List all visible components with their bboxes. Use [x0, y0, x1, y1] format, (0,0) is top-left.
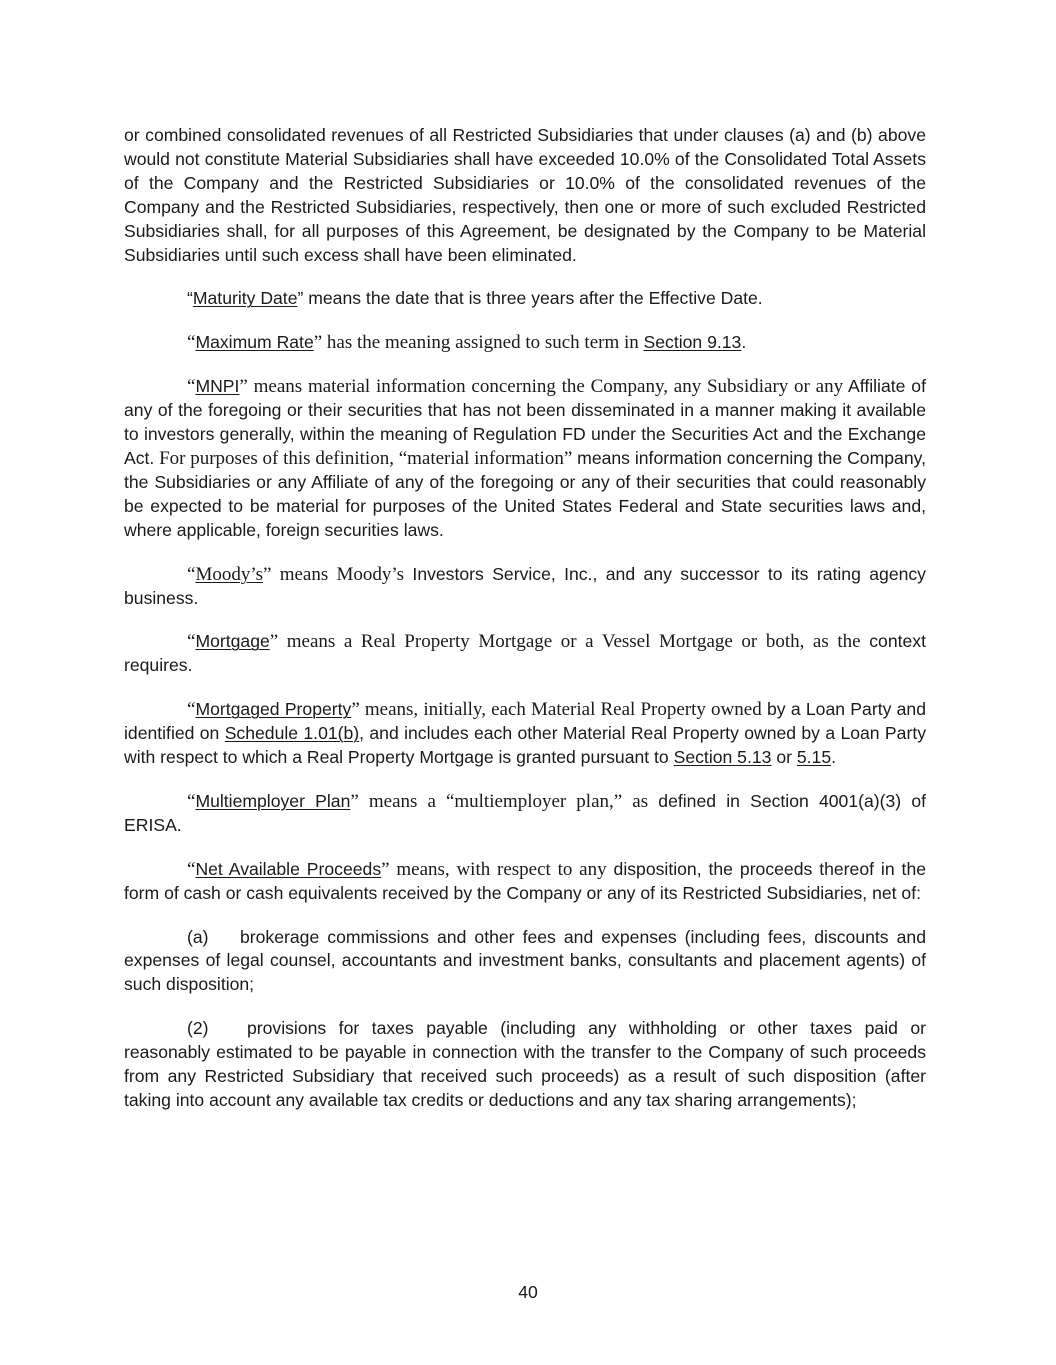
- defined-term-maturity-date: Maturity Date: [192, 288, 298, 309]
- defined-term-mortgage: Mortgage: [195, 631, 270, 652]
- definition-text-serif: ” means a “multiemployer plan,” as: [350, 790, 649, 812]
- defined-term-maximum-rate: Maximum Rate: [195, 332, 314, 353]
- list-item-a: [124, 926, 926, 998]
- definition-text-serif: ” means Moody’s: [263, 563, 405, 585]
- open-quote: “: [187, 563, 196, 585]
- document-page: [124, 124, 926, 1133]
- open-quote: “: [187, 790, 196, 812]
- defined-term-net-available-proceeds: Net Available Proceeds: [195, 858, 382, 879]
- open-quote: “: [187, 288, 193, 309]
- definition-moodys: [124, 563, 926, 611]
- list-item-label: (2): [187, 1018, 209, 1039]
- definition-text: defined in Section 4001(a)(3) of ERISA.: [124, 790, 926, 835]
- definition-text-2: , and includes each other Material Real Property owned by a Loan Party with respect to which a Real Property Mortgage is granted pursuant to: [124, 723, 926, 768]
- definition-text: Investors Service, Inc., and any successor to its rating agency business.: [124, 563, 926, 608]
- list-item-text: brokerage commissions and other fees and expenses (including fees, discounts and expenses of legal counsel, accountants and investment banks, consultants and placement agents) of such disposition;: [124, 926, 926, 995]
- definition-text-serif: ” means, with respect to any: [381, 858, 607, 880]
- section-reference-5-13: Section 5.13: [673, 747, 772, 768]
- section-reference-9-13: Section 9.13: [643, 332, 742, 353]
- list-item-2: [124, 1017, 926, 1113]
- defined-term-mortgaged-property: Mortgaged Property: [195, 699, 352, 720]
- section-reference-5-15: 5.15: [796, 747, 832, 768]
- definition-text: disposition, the proceeds thereof in the form of cash or cash equivalents received by the Company or any of its Restricted Subsidiaries, net of:: [124, 858, 927, 903]
- definition-net-available-proceeds: [124, 858, 926, 906]
- definition-text-sans-2: means information concerning the Company, the Subsidiaries or any Affiliate of any of the foregoing or any of their securities that could reasonably be expected to be material for purposes of the United States Federal and State securities laws and, where applicable, foreign securities laws.: [124, 447, 926, 540]
- list-item-text: provisions for taxes payable (including any withholding or other taxes paid or reasonably estimated to be payable in connection with the transfer to the Company of such proceeds from any Restricted Subsidiary that received such proceeds) as a result of such disposition (after taking into account any available tax credits or deductions and any tax sharing arrangements);: [124, 1018, 926, 1110]
- period: .: [831, 747, 836, 768]
- definition-multiemployer-plan: [124, 790, 926, 838]
- definition-text-1: by a Loan Party and identified on: [124, 699, 927, 744]
- defined-term-multiemployer-plan: Multiemployer Plan: [195, 790, 351, 811]
- open-quote: “: [187, 376, 196, 398]
- open-quote: “: [187, 858, 196, 880]
- page-number: 40: [518, 1282, 538, 1302]
- open-quote: “: [187, 699, 196, 721]
- open-quote: “: [187, 332, 196, 354]
- definition-text-3: or: [771, 747, 797, 768]
- list-item-label: (a): [187, 926, 209, 947]
- definition-mortgaged-property: [124, 698, 926, 770]
- defined-term-moodys: Moody’s: [195, 563, 264, 585]
- definition-text-serif-1: ” means material information concerning the Company, any Subsidiary or any: [239, 376, 844, 398]
- definition-text-serif: ” means, initially, each Material Real Property owned: [351, 699, 762, 721]
- open-quote: “: [187, 631, 196, 653]
- definition-text: ” has the meaning assigned to such term in: [313, 332, 644, 354]
- definition-text-serif: ” means a Real Property Mortgage or a Vessel Mortgage or both, as the: [269, 631, 861, 653]
- definition-text-serif-2: For purposes of this definition, “material information”: [154, 447, 573, 469]
- definition-text: context requires.: [124, 631, 926, 676]
- definition-mnpi: [124, 375, 926, 542]
- definition-maximum-rate: [124, 331, 926, 355]
- definition-text-sans-1: Affiliate of any of the foregoing or their securities that has not been disseminated in a manner making it available to investors generally, within the meaning of Regulation FD under the Securities Act and the Exchange Act.: [124, 376, 926, 468]
- paragraph-material-subsidiaries-continued: or combined consolidated revenues of all Restricted Subsidiaries that under clauses (a) and (b) above would not constitute Material Subsidiaries shall have exceeded 10.0% of the Consolidated Total Assets of the Company and the Restricted Subsidiaries or 10.0% of the consolidated revenues of the Company and the Restricted Subsidiaries, respectively, then one or more of such excluded Restricted Subsidiaries shall, for all purposes of this Agreement, be designated by the Company to be Material Subsidiaries until such excess shall have been eliminated.: [124, 125, 926, 265]
- defined-term-mnpi: MNPI: [195, 376, 240, 397]
- definition-maturity-date: [124, 287, 926, 311]
- schedule-reference-1-01-b: Schedule 1.01(b): [224, 723, 360, 744]
- definition-mortgage: [124, 630, 926, 678]
- period: .: [741, 332, 747, 353]
- definition-text: ” means the date that is three years after the Effective Date.: [297, 288, 763, 309]
